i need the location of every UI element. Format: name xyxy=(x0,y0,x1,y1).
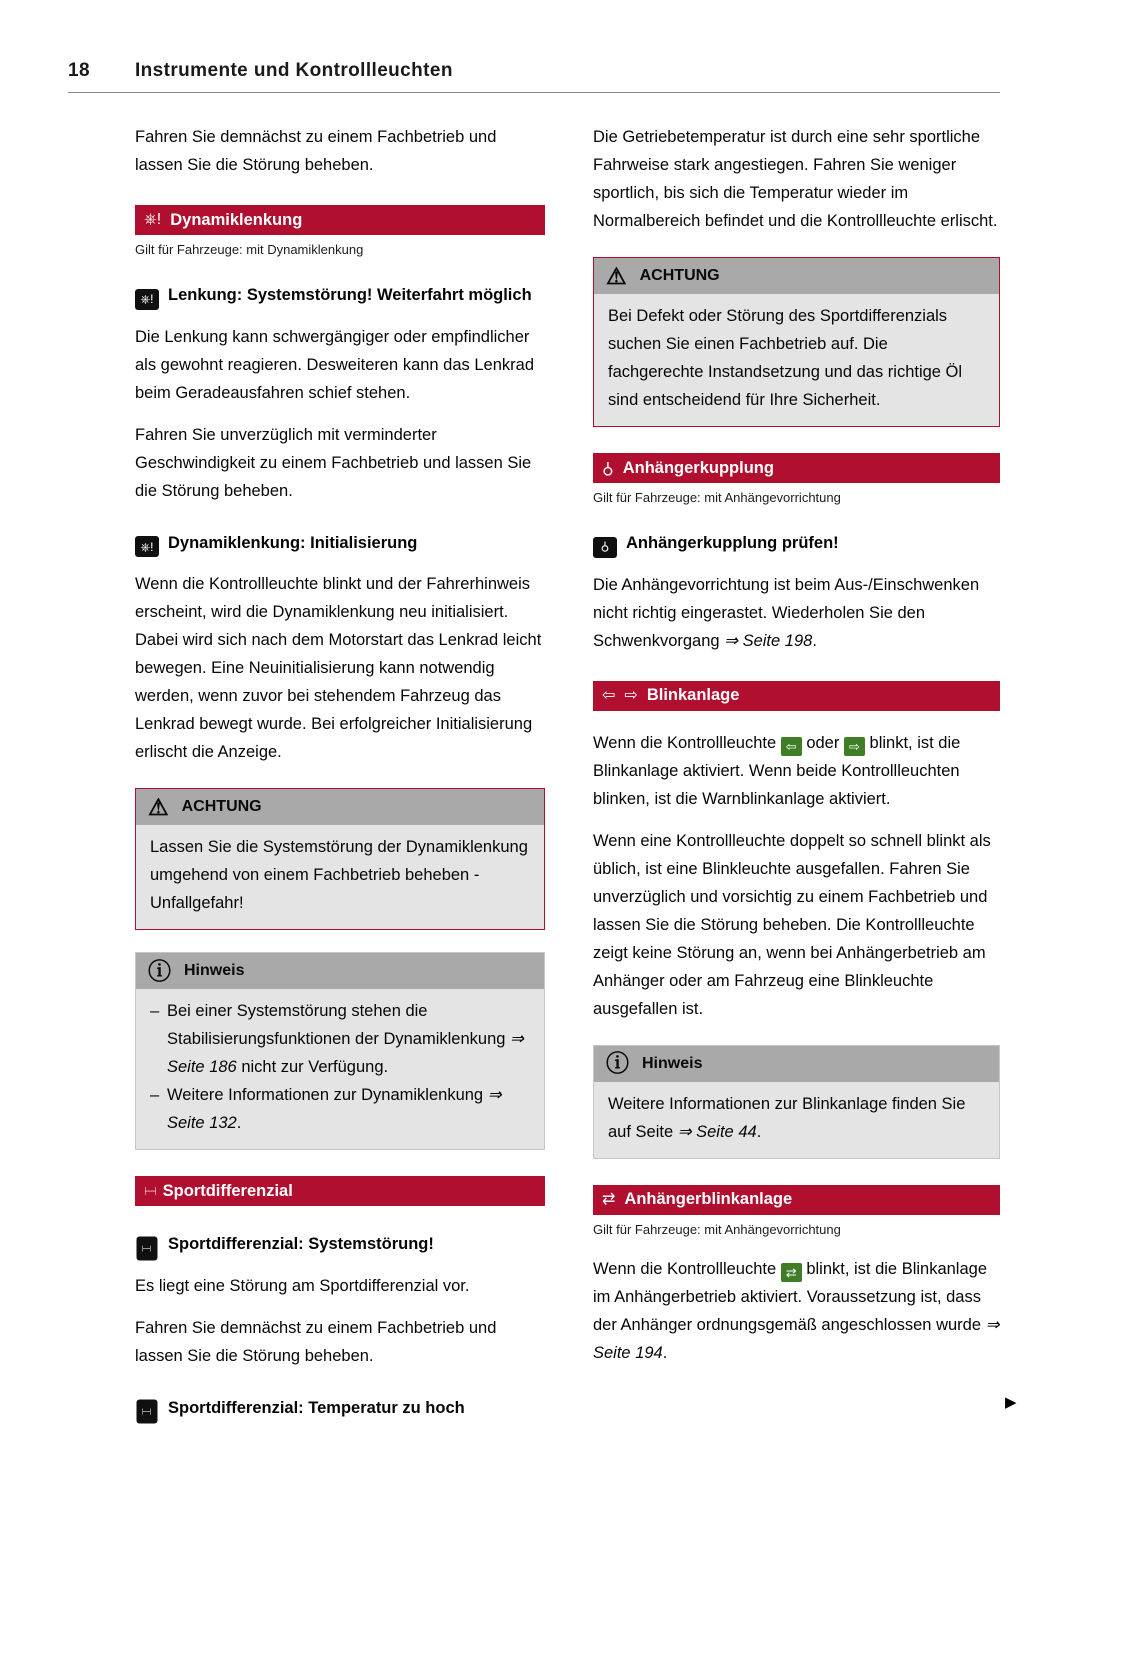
turn-right-indicator-icon: ⇨ xyxy=(624,686,638,704)
section-banner-title: Dynamiklenkung xyxy=(170,210,303,229)
page-title: Instrumente und Kontrollleuchten xyxy=(135,60,453,81)
warning-title: ACHTUNG xyxy=(639,267,720,284)
note-box-body: Weitere Informationen zur Blinkanlage finden Sie auf Seite ⇒ Seite 44. xyxy=(594,1082,999,1158)
section-banner-title: Anhängerblinkanlage xyxy=(624,1190,793,1208)
info-circle-icon: ⓘ xyxy=(148,957,171,984)
trailer-hitch-icon: ⚲ xyxy=(593,537,617,558)
subheading-text: Dynamiklenkung: Initialisierung xyxy=(168,533,418,552)
paragraph-intro: Fahren Sie demnächst zu einem Fachbetrieb und lassen Sie die Störung beheben. xyxy=(135,128,497,174)
note-list-item: – Bei einer Systemstörung stehen die Stabilisierungsfunktionen der Dynamiklenkung ⇒ Seite 186 nicht zur Verfügung. xyxy=(150,997,530,1081)
warning-box-header xyxy=(136,789,544,825)
paragraph: Wenn eine Kontrollleuchte doppelt so schnell blinkt als üblich, ist eine Blinkleuchte ausgefallen. Fahren Sie unverzüglich und vorsichtig zu einem Fachbetrieb und lassen Sie die Störung beheben. Die Kontrollleuchte zeigt keine Störung an, wenn bei Anhängerbetrieb am Anhänger oder am Fahrzeug eine Blinkleuchte ausgefallen ist. xyxy=(593,831,991,1018)
warning-box-body: Lassen Sie die Systemstörung der Dynamiklenkung umgehend von einem Fachbetrieb beheben - Unfallgefahr! xyxy=(136,825,544,929)
section-banner-sportdifferenzial xyxy=(135,1176,545,1206)
paragraph: Fahren Sie unverzüglich mit verminderter Geschwindigkeit zu einem Fachbetrieb und lassen Sie die Störung beheben. xyxy=(135,425,532,500)
warning-triangle-icon: ⚠ xyxy=(606,262,627,289)
warning-box-sportdifferenzial xyxy=(593,257,1000,427)
subheading-text: Sportdifferenzial: Systemstörung! xyxy=(168,1235,434,1253)
note-box-body xyxy=(136,989,544,1149)
dynamic-steering-icon: ⎈! xyxy=(135,289,159,310)
right-column xyxy=(593,123,1000,1435)
subheading-anhaengerkupplung-pruefen xyxy=(593,529,1000,558)
section-banner-anhaengerblinkanlage xyxy=(593,1185,1000,1215)
paragraph: Wenn die Kontrollleuchte blinkt und der Fahrerhinweis erscheint, wird die Dynamiklenkung neu initialisiert. Dabei wird sich nach dem Motorstart das Lenkrad leicht bewegen. Eine Neuinitialisierung kann notwendig werden, wenn zuvor bei stehendem Fahrzeug das Lenkrad bewegt wurde. Bei erfolgreicher Initialisierung erlischt die Anzeige. xyxy=(135,575,542,761)
warning-title: ACHTUNG xyxy=(181,798,262,815)
left-column xyxy=(135,123,545,1435)
subheading-lenkung-systemstoerung xyxy=(135,281,545,310)
note-box-header xyxy=(594,1046,999,1082)
note-box-blinkanlage xyxy=(593,1045,1000,1159)
paragraph: Die Anhängevorrichtung ist beim Aus-/Einschwenken nicht richtig eingerastet. Wiederholen Sie den Schwenkvorgang ⇒ Seite 198. xyxy=(593,575,980,650)
trailer-turn-indicator-icon: ⇄ xyxy=(602,1190,616,1208)
paragraph: Es liegt eine Störung am Sportdifferenzial vor. xyxy=(135,1276,470,1295)
sport-differential-icon: ⌶ xyxy=(137,1236,158,1260)
note-list-item: – Weitere Informationen zur Dynamiklenkung ⇒ Seite 132. xyxy=(150,1081,530,1137)
info-circle-icon: ⓘ xyxy=(606,1050,629,1076)
section-banner-anhaengerkupplung xyxy=(593,453,1000,483)
trailer-hitch-icon: ⚲ xyxy=(602,460,614,477)
note-box-dynamiklenkung xyxy=(135,952,545,1150)
paragraph: Wenn die Kontrollleuchte ⇄ blinkt, ist die Blinkanlage im Anhängerbetrieb aktiviert. Voraussetzung ist, dass der Anhänger ordnungsgemäß angeschlossen wurde ⇒ Seite 194. xyxy=(593,1259,1000,1362)
applies-note: Gilt für Fahrzeuge: mit Anhängevorrichtung xyxy=(593,490,841,505)
subheading-text: Lenkung: Systemstörung! Weiterfahrt möglich xyxy=(168,286,532,304)
page-header xyxy=(0,0,1142,82)
warning-box-dynamiklenkung xyxy=(135,788,545,930)
dynamic-steering-icon: ⎈! xyxy=(135,536,159,557)
section-banner-blinkanlage xyxy=(593,681,1000,711)
page-continuation-icon: ▶ xyxy=(1005,1394,1017,1411)
subheading-sportdifferenzial-systemstoerung xyxy=(135,1230,545,1259)
page-number: 18 xyxy=(68,60,90,81)
subheading-text: Anhängerkupplung prüfen! xyxy=(626,534,839,552)
warning-box-body: Bei Defekt oder Störung des Sportdifferenzials suchen Sie einen Fachbetrieb auf. Die fachgerechte Instandsetzung und das richtige Öl sind entscheidend für Ihre Sicherheit. xyxy=(594,294,999,426)
note-box-header xyxy=(136,953,544,989)
sport-differential-icon: ⌶ xyxy=(140,1186,158,1196)
paragraph: Wenn die Kontrollleuchte ⇦ oder ⇨ blinkt, ist die Blinkanlage aktiviert. Wenn beide Kontrollleuchten blinken, ist die Warnblinkanlage aktiviert. xyxy=(593,733,961,808)
warning-box-header xyxy=(594,258,999,294)
subheading-text: Sportdifferenzial: Temperatur zu hoch xyxy=(168,1398,465,1417)
warning-triangle-icon: ⚠ xyxy=(148,793,169,820)
subheading-dynamiklenkung-initialisierung xyxy=(135,529,545,558)
applies-note: Gilt für Fahrzeuge: mit Dynamiklenkung xyxy=(135,242,364,257)
paragraph: Fahren Sie demnächst zu einem Fachbetrieb und lassen Sie die Störung beheben. xyxy=(135,1318,497,1365)
turn-left-indicator-icon: ⇦ xyxy=(781,737,802,756)
trailer-turn-indicator-icon: ⇄ xyxy=(781,1263,802,1282)
note-title: Hinweis xyxy=(184,962,245,979)
subheading-sportdifferenzial-temperatur xyxy=(135,1394,545,1423)
section-banner-title: Blinkanlage xyxy=(646,686,740,704)
sport-differential-icon: ⌶ xyxy=(137,1400,158,1424)
two-column-layout xyxy=(135,123,1142,1435)
applies-note: Gilt für Fahrzeuge: mit Anhängevorrichtung xyxy=(593,1221,841,1237)
paragraph: Die Lenkung kann schwergängiger oder empfindlicher als gewohnt reagieren. Desweiteren kann das Lenkrad beim Geradeausfahren schief stehen. xyxy=(135,327,534,402)
turn-left-indicator-icon: ⇦ xyxy=(602,686,616,704)
turn-right-indicator-icon: ⇨ xyxy=(844,737,865,756)
paragraph-intro: Die Getriebetemperatur ist durch eine sehr sportliche Fahrweise stark angestiegen. Fahren Sie weniger sportlich, bis sich die Temperatur wieder im Normalbereich befindet und die Kontrollleuchte erlischt. xyxy=(593,128,998,230)
section-banner-title: Sportdifferenzial xyxy=(162,1181,293,1200)
note-title: Hinweis xyxy=(642,1054,703,1072)
section-banner-title: Anhängerkupplung xyxy=(622,458,774,477)
section-banner-dynamiklenkung xyxy=(135,205,545,235)
header-rule xyxy=(68,92,1000,93)
dynamic-steering-icon: ⎈! xyxy=(144,211,162,228)
